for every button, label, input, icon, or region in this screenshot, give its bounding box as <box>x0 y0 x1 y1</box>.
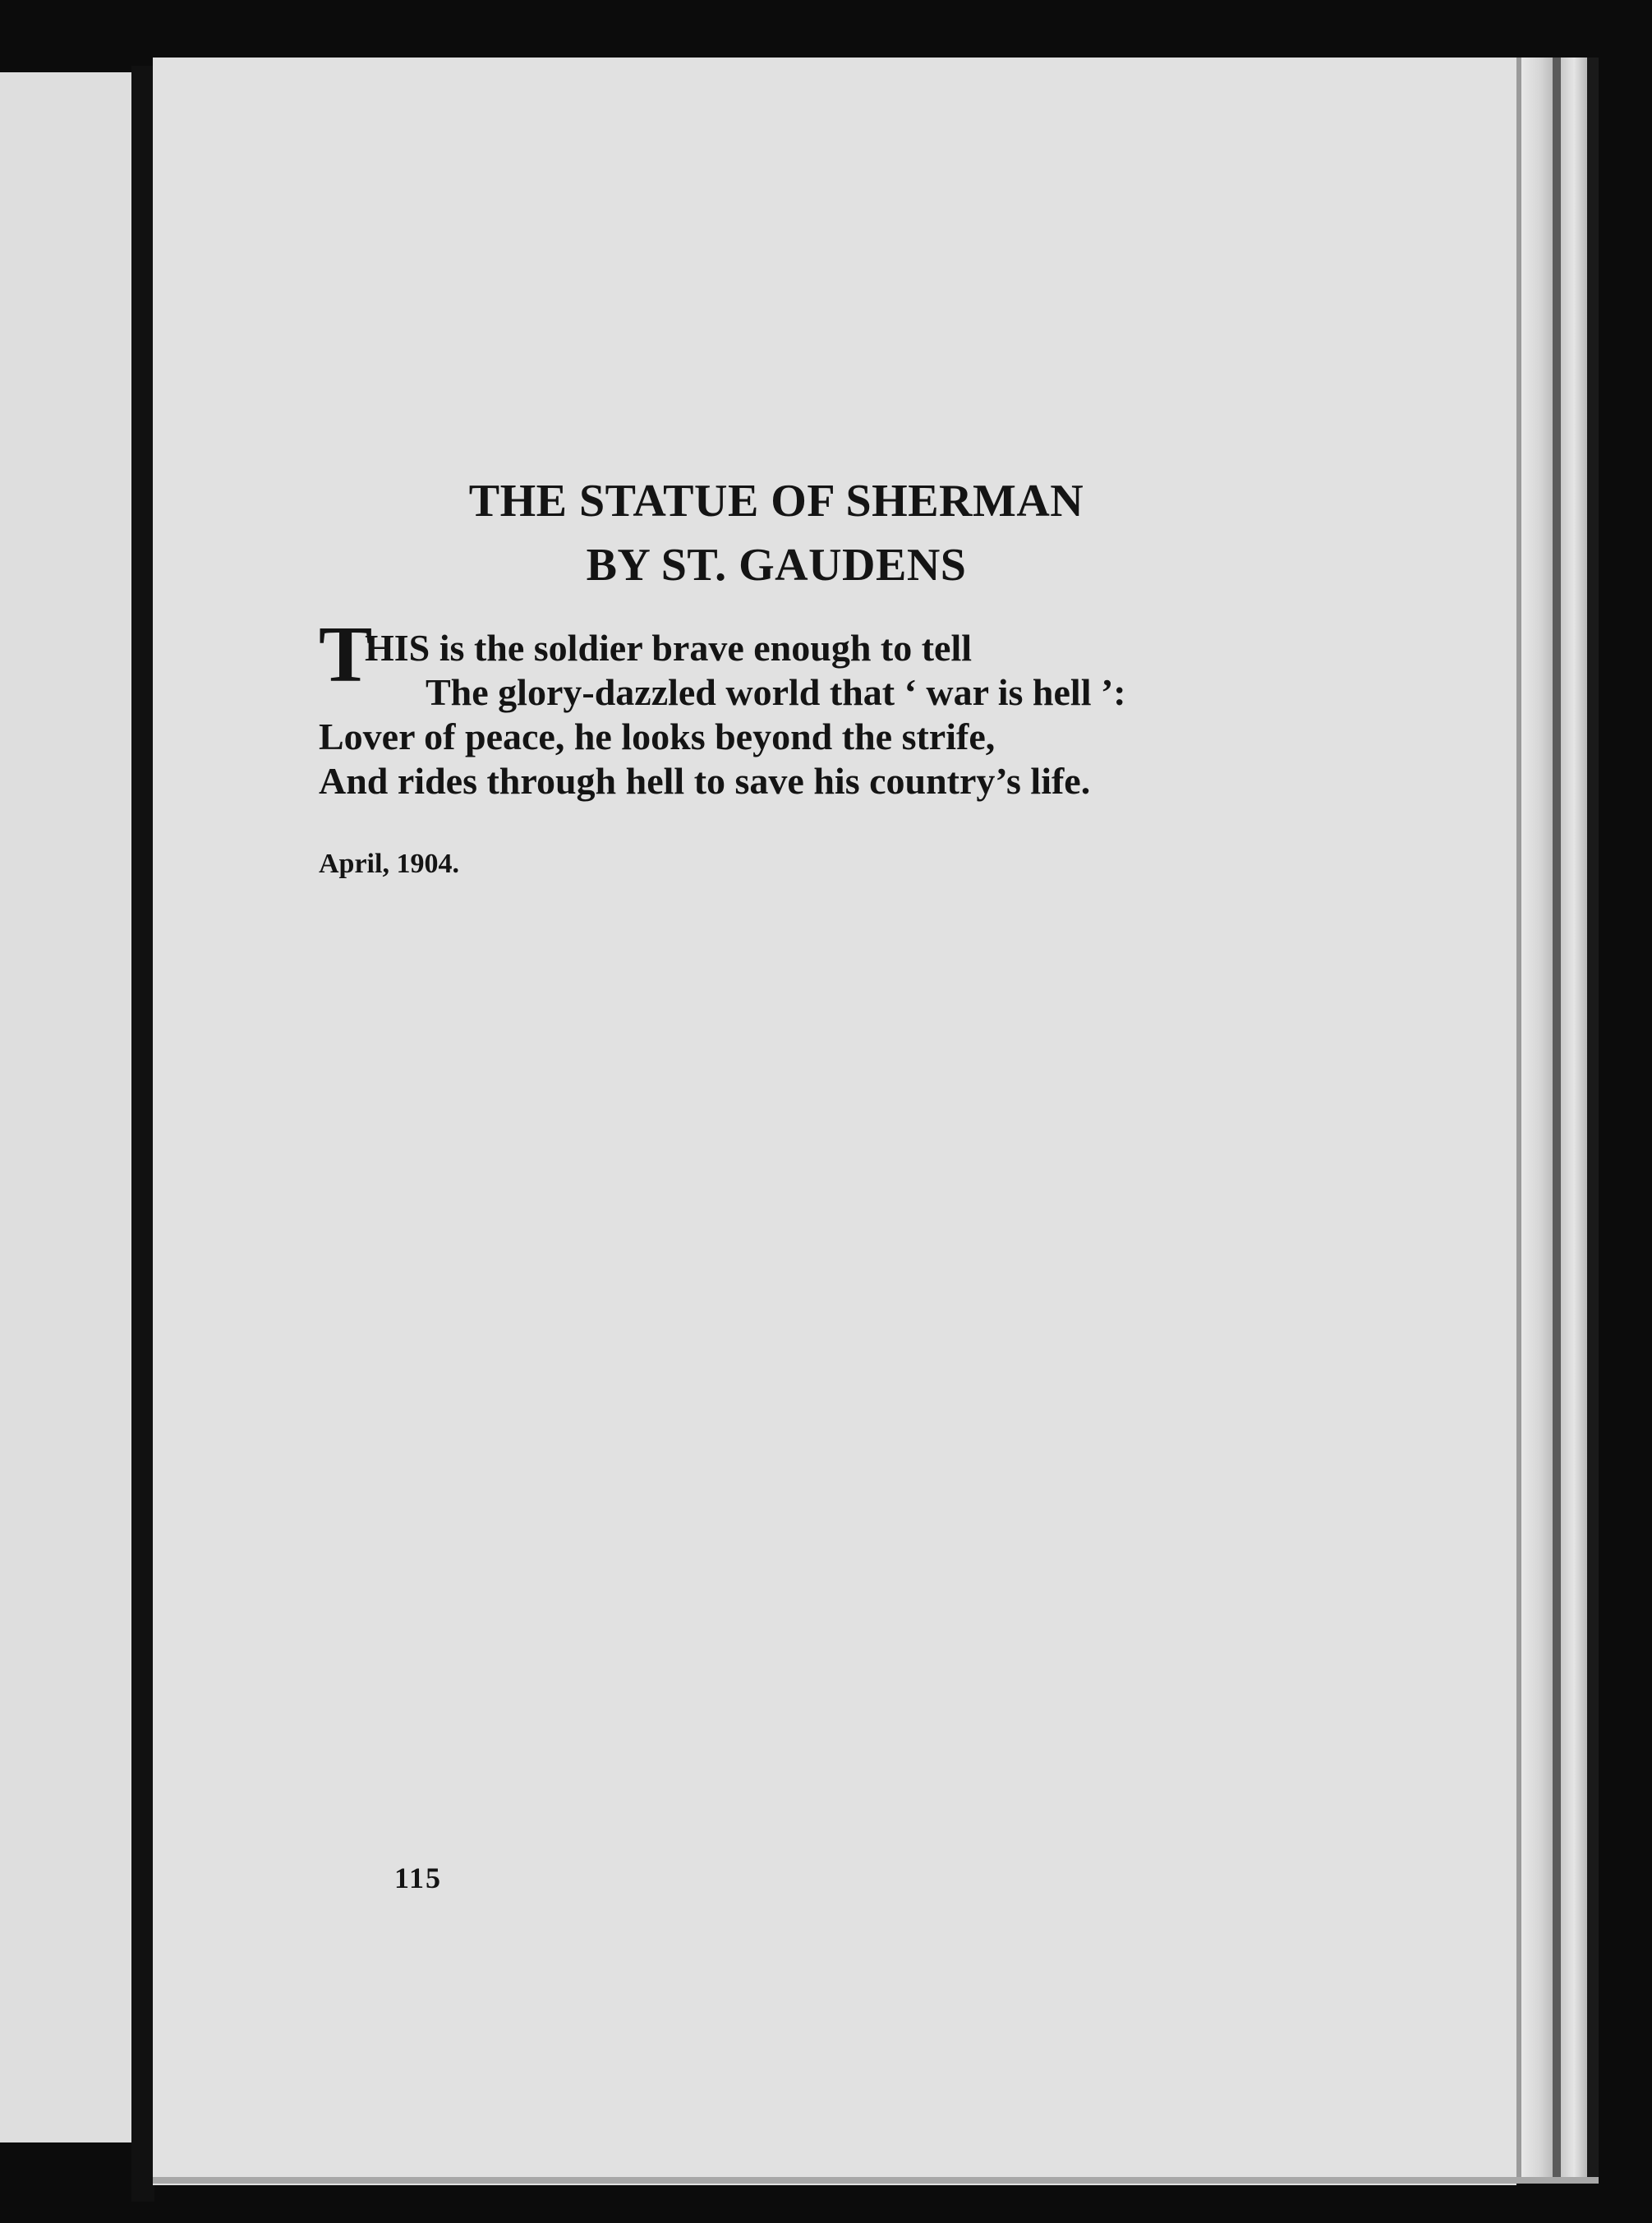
page-edge-shadow <box>1553 58 1561 2181</box>
poem-line-1: HIS is the soldier brave enough to tell <box>365 627 973 669</box>
poem-subtitle: BY ST. GAUDENS <box>586 540 967 591</box>
poem-line-3: Lover of peace, he looks beyond the strife, <box>319 716 996 757</box>
previous-page-edge <box>0 72 140 2142</box>
page-edges <box>1521 58 1553 2181</box>
page-edges <box>1561 58 1587 2181</box>
poem-line-2: The glory-dazzled world that ‘ war is hell ’: <box>426 671 1126 713</box>
drop-cap: T <box>319 610 373 699</box>
poem-line-4: And rides through hell to save his country’s life. <box>319 760 1091 802</box>
page-bottom-edge <box>153 2177 1599 2184</box>
page-edge-shadow <box>1587 58 1599 2181</box>
poem-date: April, 1904. <box>319 849 459 879</box>
book-page <box>153 58 1516 2185</box>
page-number: 115 <box>394 1862 443 1894</box>
poem-title: THE STATUE OF SHERMAN <box>468 476 1084 527</box>
binding-gutter <box>131 66 154 2202</box>
